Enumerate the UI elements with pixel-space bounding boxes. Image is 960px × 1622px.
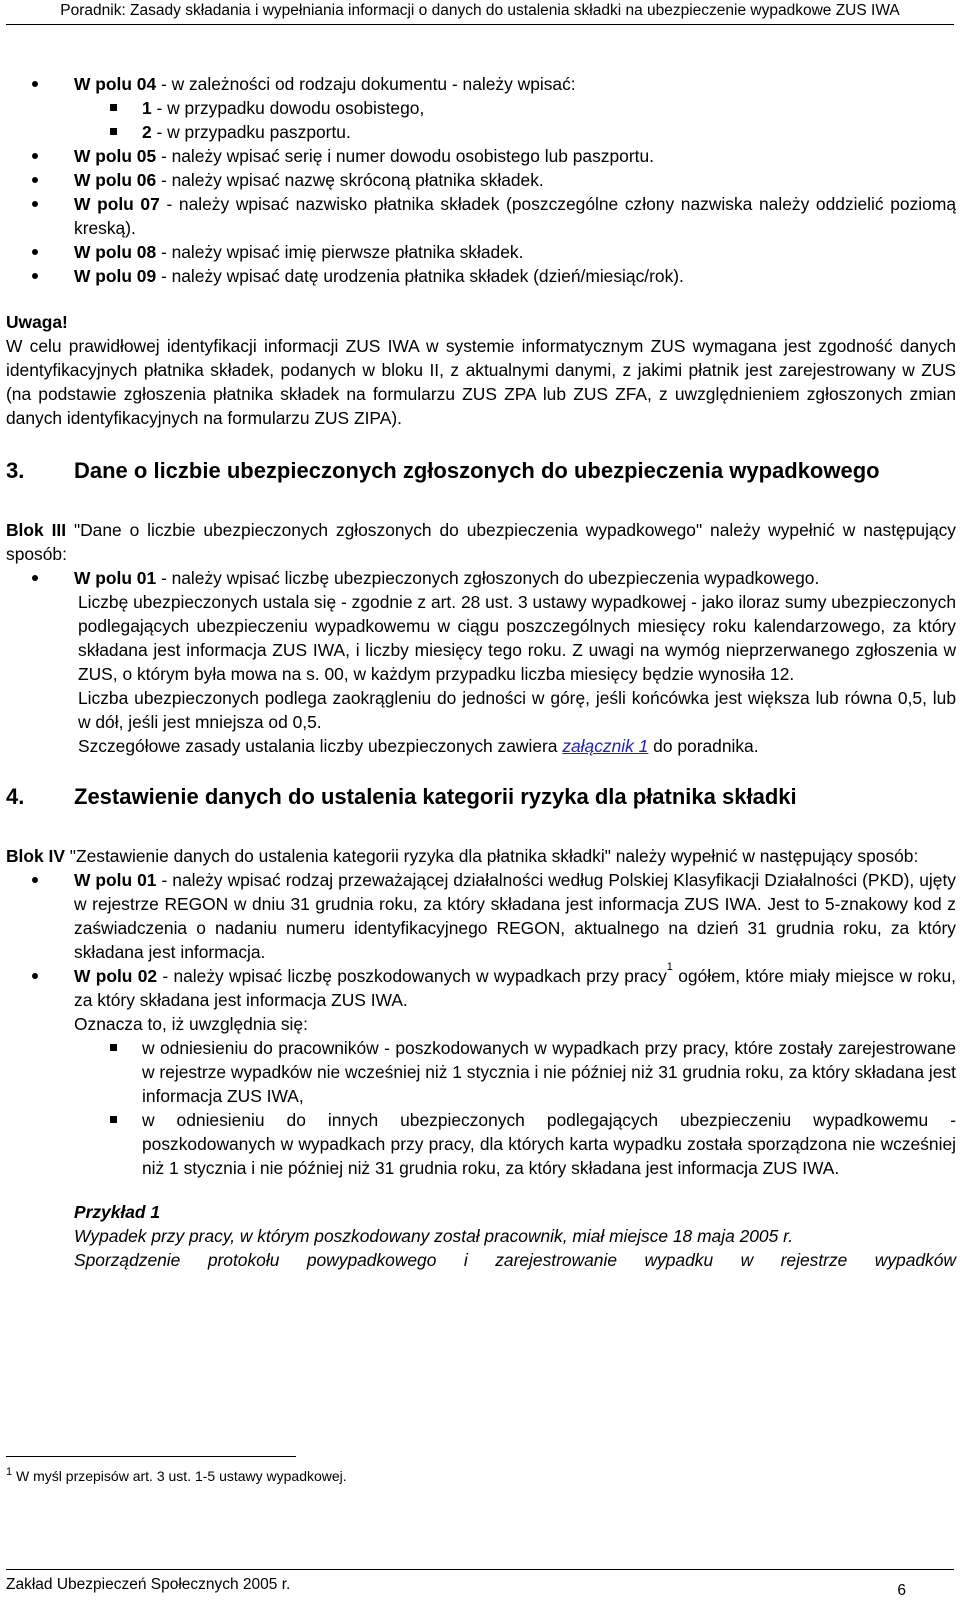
footnote-text: W myśl przepisów art. 3 ust. 1-5 ustawy wypadkowej. bbox=[12, 1468, 347, 1484]
list-item-field-02 bbox=[6, 961, 956, 1012]
square-bullet-icon bbox=[110, 104, 117, 111]
header-rule bbox=[6, 24, 954, 25]
document-type-sublist bbox=[6, 96, 956, 144]
fields-list-block-2 bbox=[6, 72, 956, 288]
section-4-heading bbox=[6, 782, 956, 811]
block-label: Blok III bbox=[6, 520, 67, 540]
field-label: W polu 07 bbox=[74, 194, 160, 214]
example-line: Sporządzenie protokołu powypadkowego i zarejestrowanie wypadku w rejestrze wypadków bbox=[74, 1250, 956, 1270]
footnote bbox=[6, 1466, 347, 1486]
field-text: - należy wpisać liczbę poszkodowanych w wypadkach przy pracy bbox=[157, 966, 667, 986]
example-text bbox=[6, 1248, 956, 1272]
note-title bbox=[6, 310, 956, 334]
section-3-heading bbox=[6, 456, 956, 485]
field-text: - należy wpisać rodzaj przeważającej działalności według Polskiej Klasyfikacji Działalności (PKD), ujęty w rejestrze REGON w dniu 31 grudnia roku, za który składana jest informacja ZUS IWA. Jest to 5-znakowy kod z zaświadczenia o nadaniu numeru identyfikacyjnego REGON, aktualnego na dzień 31 grudnia roku, za który składana jest informacja. bbox=[74, 870, 956, 962]
example-heading: Przykład 1 bbox=[74, 1202, 161, 1222]
list-item-field-09 bbox=[6, 264, 956, 288]
square-bullet-icon bbox=[110, 1116, 117, 1123]
footnote-mark: 1 bbox=[6, 1466, 13, 1478]
note-heading: Uwaga! bbox=[6, 312, 68, 332]
square-bullet-icon bbox=[110, 128, 117, 135]
field-label: W polu 02 bbox=[74, 966, 158, 986]
considered-cases-list bbox=[6, 1036, 956, 1180]
example-line: Wypadek przy pracy, w którym poszkodowany został pracownik, miał miejsce 18 maja 2005 r. bbox=[74, 1226, 794, 1246]
field-label: W polu 08 bbox=[74, 242, 157, 262]
sublist-item bbox=[6, 120, 956, 144]
field-label: W polu 05 bbox=[74, 146, 157, 166]
bullet-icon bbox=[32, 575, 38, 581]
field-text: - należy wpisać imię pierwsze płatnika składek. bbox=[156, 242, 524, 262]
sublist-item bbox=[6, 96, 956, 120]
block-label: Blok IV bbox=[6, 846, 65, 866]
block-intro-text: "Dane o liczbie ubezpieczonych zgłoszonych do ubezpieczenia wypadkowego" należy wypełnić w następujący sposób: bbox=[6, 520, 957, 564]
footer-rule bbox=[6, 1569, 954, 1570]
paragraph: Oznacza to, iż uwzględnia się: bbox=[74, 1014, 308, 1034]
spacer bbox=[6, 430, 956, 456]
text: Szczegółowe zasady ustalania liczby ubezpieczonych zawiera bbox=[78, 736, 563, 756]
paragraph: Liczbę ubezpieczonych ustala się - zgodnie z art. 28 ust. 3 ustawy wypadkowej - jako iloraz sumy ubezpieczonych podlegających ubezpieczeniu wypadkowemu w ciągu poszczególnych miesięcy roku kalendarzowego, za który składana jest informacja ZUS IWA, i liczby miesięcy tego roku. Z uwagi na wymóg nieprzerwanego zgłoszenia w ZUS, o którym była mowa na s. 00, w każdym przypadku liczba miesięcy będzie wynosiła 12. bbox=[78, 592, 956, 684]
sublist-text: w odniesieniu do pracowników - poszkodowanych w wypadkach przy pracy, które zostały zarejestrowane w rejestrze wypadków nie wcześniej niż 1 stycznia i nie później niż 31 grudnia roku, za który składana jest informacja ZUS IWA, bbox=[142, 1038, 956, 1106]
spacer bbox=[6, 758, 956, 782]
field-label: W polu 06 bbox=[74, 170, 157, 190]
bullet-icon bbox=[32, 201, 38, 207]
list-item-field-05 bbox=[6, 144, 956, 168]
field-text: - należy wpisać liczbę ubezpieczonych zgłoszonych do ubezpieczenia wypadkowego. bbox=[156, 568, 820, 588]
footnote-reference[interactable]: 1 bbox=[666, 961, 673, 973]
code-value: 1 bbox=[142, 98, 152, 118]
list-item-field-08 bbox=[6, 240, 956, 264]
page-number: 6 bbox=[897, 1582, 906, 1599]
list-item-field-01 bbox=[6, 868, 956, 964]
field-text: - należy wpisać nazwisko płatnika składek (poszczególne człony nazwiska należy oddzielić poziomą kreską). bbox=[74, 194, 956, 238]
field-text: - w zależności od rodzaju dokumentu - należy wpisać: bbox=[156, 74, 576, 94]
block-3-intro bbox=[6, 518, 956, 566]
running-header bbox=[0, 0, 960, 26]
running-header-text: Poradnik: Zasady składania i wypełniania informacji o danych do ustalenia składki na ubezpieczenie wypadkowe ZUS IWA bbox=[60, 2, 900, 19]
bullet-icon bbox=[32, 973, 38, 979]
spacer bbox=[6, 485, 956, 518]
paragraph bbox=[6, 734, 956, 758]
list-item-field-06 bbox=[6, 168, 956, 192]
bullet-icon bbox=[32, 877, 38, 883]
sublist-text: w odniesieniu do innych ubezpieczonych podlegających ubezpieczeniu wypadkowemu - poszkodowanych w wypadkach przy pracy, dla których karta wypadku została sporządzona nie wcześniej niż 1 stycznia i nie później niż 31 grudnia roku, za który składana jest informacja ZUS IWA. bbox=[142, 1110, 956, 1178]
attachment-link[interactable]: załącznik 1 bbox=[562, 736, 649, 756]
bullet-icon bbox=[32, 249, 38, 255]
block-intro-text: "Zestawienie danych do ustalenia kategorii ryzyka dla płatnika składki" należy wypełnić w następujący sposób: bbox=[64, 846, 919, 866]
paragraph: Liczba ubezpieczonych podlega zaokrągleniu do jedności w górę, jeśli końcówka jest większa lub równa 0,5, lub w dół, jeśli jest mniejsza od 0,5. bbox=[78, 688, 956, 732]
code-value: 2 bbox=[142, 122, 152, 142]
field-label: W polu 09 bbox=[74, 266, 157, 286]
block-4-fields bbox=[6, 868, 956, 1012]
section-number: 3. bbox=[6, 458, 25, 483]
field-label: W polu 04 bbox=[74, 74, 157, 94]
code-text: - w przypadku paszportu. bbox=[151, 122, 351, 142]
bullet-icon bbox=[32, 81, 38, 87]
text: do poradnika. bbox=[648, 736, 759, 756]
field-label: W polu 01 bbox=[74, 870, 157, 890]
list-item-field-01 bbox=[6, 566, 956, 590]
bullet-icon bbox=[32, 273, 38, 279]
square-bullet-icon bbox=[110, 1044, 117, 1051]
list-item-field-04 bbox=[6, 72, 956, 144]
code-text: - w przypadku dowodu osobistego, bbox=[151, 98, 425, 118]
block-4-intro bbox=[6, 844, 956, 868]
sublist-item bbox=[6, 1108, 956, 1180]
example-title bbox=[6, 1200, 956, 1224]
spacer bbox=[6, 811, 956, 844]
field-text: - należy wpisać datę urodzenia płatnika składek (dzień/miesiąc/rok). bbox=[156, 266, 684, 286]
field-text: - należy wpisać nazwę skróconą płatnika składek. bbox=[156, 170, 544, 190]
bullet-icon bbox=[32, 177, 38, 183]
field-label: W polu 01 bbox=[74, 568, 157, 588]
sublist-item bbox=[6, 1036, 956, 1108]
example-text bbox=[6, 1224, 956, 1248]
spacer bbox=[6, 1180, 956, 1200]
page-content bbox=[6, 72, 956, 1272]
spacer bbox=[6, 288, 956, 310]
block-3-fields bbox=[6, 566, 956, 590]
footer-publisher: Zakład Ubezpieczeń Społecznych 2005 r. bbox=[6, 1576, 291, 1593]
footnote-rule bbox=[6, 1456, 296, 1457]
note-text: W celu prawidłowej identyfikacji informacji ZUS IWA w systemie informatycznym ZUS wymagana jest zgodność danych identyfikacyjnych płatnika składek, podanych w bloku II, z aktualnymi danymi, z jakimi płatnik jest zarejestrowany w ZUS (na podstawie zgłoszenia płatnika składek na formularzu ZUS ZPA lub ZUS ZFA, z uwzględnieniem zgłoszonych zmian danych identyfikacyjnych na formularzu ZUS ZIPA). bbox=[6, 336, 956, 428]
list-item-field-07 bbox=[6, 192, 956, 240]
section-title: Zestawienie danych do ustalenia kategorii ryzyka dla płatnika składki bbox=[74, 784, 797, 809]
section-number: 4. bbox=[6, 784, 25, 809]
field-text: - należy wpisać serię i numer dowodu osobistego lub paszportu. bbox=[156, 146, 654, 166]
bullet-icon bbox=[32, 153, 38, 159]
section-title: Dane o liczbie ubezpieczonych zgłoszonych do ubezpieczenia wypadkowego bbox=[74, 458, 880, 483]
field-text: ogółem, które miały miejsce w roku, za który składana jest informacja ZUS IWA. bbox=[74, 966, 956, 1010]
